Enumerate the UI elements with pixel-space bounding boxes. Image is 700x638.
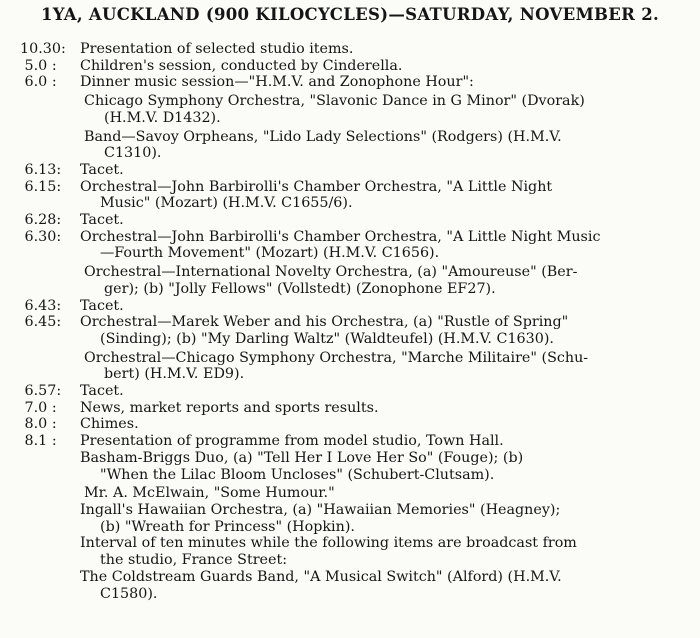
entry-text bbox=[80, 502, 692, 535]
entry-text bbox=[80, 314, 692, 347]
entry-separator: : bbox=[60, 41, 66, 57]
entry-text bbox=[80, 383, 692, 400]
entry-separator: : bbox=[47, 399, 62, 416]
entry-time: 10.30 bbox=[20, 41, 61, 57]
entry-time-column bbox=[20, 485, 80, 502]
entry-separator: : bbox=[56, 212, 66, 229]
entry-line: C1580). bbox=[100, 585, 158, 602]
entry-separator: : bbox=[56, 297, 66, 314]
entry-line: Tacet. bbox=[80, 212, 124, 229]
entry-time: 6.30 bbox=[20, 228, 57, 245]
entry-time-column bbox=[20, 416, 80, 433]
entry-line: Orchestral—John Barbirolli's Chamber Orchestra, "A Little Night bbox=[80, 178, 553, 195]
entry-text bbox=[80, 433, 692, 450]
entry-line: Orchestral—International Novelty Orchestra, (a) "Amoureuse" (Ber- bbox=[84, 264, 578, 281]
entry-time-column bbox=[20, 129, 80, 162]
entry-time-column bbox=[20, 93, 80, 126]
programme-entry bbox=[20, 229, 692, 262]
entry-line: the studio, France Street: bbox=[100, 552, 288, 569]
entry-separator: : bbox=[47, 74, 62, 91]
programme-entry bbox=[20, 502, 692, 535]
entry-text bbox=[80, 162, 692, 179]
entry-separator: : bbox=[47, 57, 62, 74]
entry-line: —Fourth Movement" (Mozart) (H.M.V. C1656). bbox=[100, 245, 440, 262]
programme-entry bbox=[20, 314, 692, 347]
entry-text bbox=[80, 229, 692, 262]
programme-entry bbox=[20, 212, 692, 229]
programme-entry bbox=[20, 179, 692, 212]
entry-time: 6.15 bbox=[20, 178, 57, 195]
entry-line: (Sinding); (b) "My Darling Waltz" (Waldteufel) (H.M.V. C1630). bbox=[100, 330, 554, 347]
programme-entry bbox=[20, 400, 692, 417]
entry-line: Mr. A. McElwain, "Some Humour." bbox=[84, 485, 335, 502]
entry-time: 5.0 bbox=[20, 57, 48, 74]
entry-time: 8.0 bbox=[20, 416, 48, 433]
entry-time-column bbox=[20, 212, 80, 229]
programme-entry bbox=[20, 569, 692, 602]
programme-entry bbox=[20, 41, 692, 58]
entry-line: bert) (H.M.V. ED9). bbox=[104, 366, 245, 383]
entry-line: Orchestral—Marek Weber and his Orchestra, (a) "Rustle of Spring" bbox=[80, 314, 569, 331]
programme-entry bbox=[20, 350, 692, 383]
entry-line: Music" (Mozart) (H.M.V. C1655/6). bbox=[100, 195, 353, 212]
programme-entry bbox=[20, 485, 692, 502]
entry-separator: : bbox=[47, 433, 62, 450]
entry-time: 6.0 bbox=[20, 74, 48, 91]
programme-entry bbox=[20, 129, 692, 162]
entry-line: (H.M.V. D1432). bbox=[104, 109, 221, 126]
entry-text bbox=[80, 93, 692, 126]
entry-line: Tacet. bbox=[80, 297, 124, 314]
entry-separator: : bbox=[56, 314, 66, 331]
entry-text bbox=[80, 485, 692, 502]
entry-text bbox=[80, 298, 692, 315]
programme-entry bbox=[20, 383, 692, 400]
entry-time: 6.13 bbox=[20, 161, 57, 178]
programme-entry bbox=[20, 264, 692, 297]
entry-separator: : bbox=[56, 161, 66, 178]
entry-line: ger); (b) "Jolly Fellows" (Vollstedt) (Zonophone EF27). bbox=[104, 280, 496, 297]
entry-line: The Coldstream Guards Band, "A Musical Switch" (Alford) (H.M.V. bbox=[80, 568, 562, 585]
entry-time-column bbox=[20, 450, 80, 483]
entry-time-column bbox=[20, 298, 80, 315]
programme-entry bbox=[20, 74, 692, 91]
entry-time: 6.28 bbox=[20, 212, 57, 229]
entry-text bbox=[80, 400, 692, 417]
entry-text bbox=[80, 569, 692, 602]
programme-entry bbox=[20, 58, 692, 75]
entry-text bbox=[80, 212, 692, 229]
entry-separator: : bbox=[56, 383, 66, 400]
entry-time-column bbox=[20, 433, 80, 450]
entry-time-column bbox=[20, 400, 80, 417]
entry-time-column bbox=[20, 229, 80, 262]
entry-text bbox=[80, 58, 692, 75]
entry-line: Presentation of selected studio items. bbox=[80, 41, 354, 57]
entry-time-column bbox=[20, 502, 80, 535]
entry-line: News, market reports and sports results. bbox=[80, 399, 379, 416]
entry-line: Basham-Briggs Duo, (a) "Tell Her I Love Her So" (Fouge); (b) bbox=[80, 449, 524, 466]
entry-text bbox=[80, 416, 692, 433]
programme-entry bbox=[20, 416, 692, 433]
entry-line: Ingall's Hawaiian Orchestra, (a) "Hawaiian Memories" (Heagney); bbox=[80, 501, 561, 518]
entry-separator: : bbox=[56, 178, 66, 195]
entry-line: Chimes. bbox=[80, 416, 139, 433]
programme-entry bbox=[20, 93, 692, 126]
entry-time-column bbox=[20, 314, 80, 347]
entry-text bbox=[80, 179, 692, 212]
entry-time-column bbox=[20, 569, 80, 602]
entry-time-column bbox=[20, 350, 80, 383]
entry-line: Interval of ten minutes while the following items are broadcast from bbox=[80, 535, 577, 552]
entry-time-column bbox=[20, 41, 80, 58]
entry-time-column bbox=[20, 264, 80, 297]
entry-line: Orchestral—Chicago Symphony Orchestra, "Marche Militaire" (Schu- bbox=[84, 349, 589, 366]
entry-line: Presentation of programme from model studio, Town Hall. bbox=[80, 433, 504, 450]
entry-time-column bbox=[20, 162, 80, 179]
entry-text bbox=[80, 41, 692, 58]
entry-time-column bbox=[20, 179, 80, 212]
entry-line: C1310). bbox=[104, 145, 162, 162]
entry-text bbox=[80, 264, 692, 297]
entry-line: Dinner music session—"H.M.V. and Zonophone Hour": bbox=[80, 74, 474, 91]
entry-time-column bbox=[20, 535, 80, 568]
entry-line: "When the Lilac Bloom Uncloses" (Schubert-Clutsam). bbox=[100, 466, 495, 483]
entry-line: Children's session, conducted by Cinderella. bbox=[80, 57, 403, 74]
entry-line: (b) "Wreath for Princess" (Hopkin). bbox=[100, 518, 355, 535]
entry-time: 6.45 bbox=[20, 314, 57, 331]
station-heading: 1YA, AUCKLAND (900 KILOCYCLES)—SATURDAY, NOVEMBER 2. bbox=[40, 5, 660, 24]
entry-line: Band—Savoy Orpheans, "Lido Lady Selections" (Rodgers) (H.M.V. bbox=[84, 128, 562, 145]
programme-entry bbox=[20, 433, 692, 450]
entry-time: 6.43 bbox=[20, 297, 57, 314]
entry-line: Orchestral—John Barbirolli's Chamber Orchestra, "A Little Night Music bbox=[80, 228, 601, 245]
programme-listing bbox=[20, 41, 692, 602]
entry-line: Tacet. bbox=[80, 161, 124, 178]
entry-text bbox=[80, 535, 692, 568]
entry-separator: : bbox=[56, 228, 62, 245]
entry-line: Tacet. bbox=[80, 383, 124, 400]
entry-line: Chicago Symphony Orchestra, "Slavonic Dance in G Minor" (Dvorak) bbox=[84, 93, 585, 110]
entry-time: 8.1 bbox=[20, 433, 48, 450]
entry-time-column bbox=[20, 74, 80, 91]
entry-text bbox=[80, 129, 692, 162]
entry-text bbox=[80, 450, 692, 483]
programme-entry bbox=[20, 298, 692, 315]
entry-time: 6.57 bbox=[20, 383, 57, 400]
entry-text bbox=[80, 350, 692, 383]
programme-entry bbox=[20, 450, 692, 483]
entry-separator: : bbox=[47, 416, 62, 433]
entry-time-column bbox=[20, 383, 80, 400]
entry-text bbox=[80, 74, 692, 91]
programme-entry bbox=[20, 535, 692, 568]
entry-time-column bbox=[20, 58, 80, 75]
entry-time: 7.0 bbox=[20, 399, 48, 416]
programme-entry bbox=[20, 162, 692, 179]
